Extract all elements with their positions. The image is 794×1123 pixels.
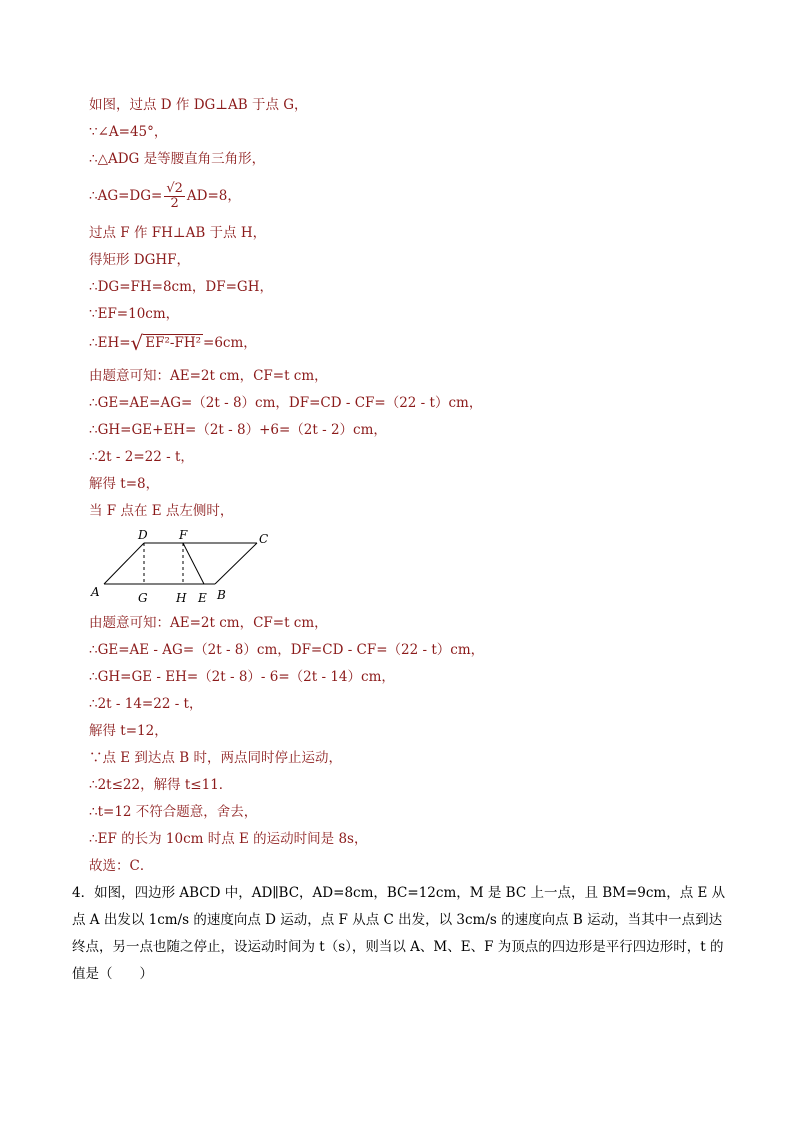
fraction-numerator: √2: [166, 181, 183, 196]
label-G: G: [138, 591, 148, 605]
solution-line-19: ∴2t - 14=22 - t，: [89, 696, 203, 712]
solution-line-12: ∴GH=GE+EH=（2t - 8）+6=（2t - 2）cm，: [89, 422, 387, 438]
solution-line-14: 解得 t=8，: [89, 476, 160, 492]
line-9-suffix: =6cm，: [203, 335, 257, 351]
solution-line-23: ∴t=12 不符合题意，舍去，: [89, 804, 258, 820]
parallelogram-figure: [85, 523, 290, 608]
radicand: EF²-FH²: [145, 335, 202, 351]
solution-line-11: ∴GE=AE=AG=（2t - 8）cm，DF=CD - CF=（22 - t）cm，: [89, 395, 483, 411]
segment-CB: [215, 543, 257, 584]
fraction-denominator: 2: [170, 196, 179, 211]
sqrt2-over-2-fraction: [164, 182, 185, 211]
label-H: H: [176, 591, 187, 605]
solution-line-16: 由题意可知：AE=2t cm，CF=t cm，: [89, 615, 328, 631]
label-D: D: [138, 528, 148, 542]
solution-line-17: ∴GE=AE - AG=（2t - 8）cm，DF=CD - CF=（22 - t）cm，: [89, 642, 485, 658]
solution-line-15: 当 F 点在 E 点左侧时，: [89, 503, 234, 519]
solution-line-9: [89, 331, 257, 355]
solution-line-6: 得矩形 DGHF，: [89, 252, 191, 268]
solution-line-8: ∵EF=10cm，: [89, 306, 180, 322]
solution-line-7: ∴DG=FH=8cm，DF=GH，: [89, 279, 273, 295]
sqrt-expression: [131, 331, 204, 355]
line-9-prefix: ∴EH=: [89, 335, 131, 351]
solution-line-20: 解得 t=12，: [89, 723, 168, 739]
solution-line-21: ∵点 E 到达点 B 时，两点同时停止运动，: [89, 750, 342, 766]
radical-sign-icon: √: [130, 331, 144, 355]
label-B: B: [217, 588, 226, 602]
solution-line-4: [89, 178, 241, 214]
solution-line-10: 由题意可知：AE=2t cm，CF=t cm，: [89, 368, 328, 384]
segment-AD: [104, 543, 144, 584]
solution-line-5: 过点 F 作 FH⊥AB 于点 H，: [89, 225, 267, 241]
solution-line-13: ∴2t - 2=22 - t，: [89, 449, 194, 465]
segment-FE: [183, 543, 204, 584]
line-4-prefix: ∴AG=DG=: [89, 188, 163, 204]
line-4-suffix: AD=8，: [186, 188, 241, 204]
label-C: C: [259, 532, 269, 546]
label-A: A: [91, 585, 100, 599]
label-F: F: [179, 528, 188, 542]
solution-line-24: ∴EF 的长为 10cm 时点 E 的运动时间是 8s，: [89, 831, 368, 847]
solution-line-2: ∵∠A=45°，: [89, 124, 168, 140]
solution-line-22: ∴2t≤22，解得 t≤11．: [89, 777, 233, 793]
solution-line-1: 如图，过点 D 作 DG⊥AB 于点 G，: [89, 97, 308, 113]
solution-line-3: ∴△ADG 是等腰直角三角形，: [89, 151, 266, 167]
label-E: E: [198, 591, 207, 605]
solution-line-18: ∴GH=GE - EH=（2t - 8）- 6=（2t - 14）cm，: [89, 669, 395, 685]
solution-line-25: 故选：C．: [89, 858, 154, 874]
question-4: 4．如图，四边形 ABCD 中，AD∥BC，AD=8cm，BC=12cm，M 是 BC 上一点，且 BM=9cm，点 E 从点 A 出发以 1cm/s 的速度向点 D 运动，点 F 从点 C 出发，以 3cm/s 的速度向点 B 运动，当其中一点到达终点，另一点也随之停止，设运动时间为 t（s），则当以 A、M、E、F 为顶点的四边形是平行四边形时，t 的值是（ ）: [72, 885, 726, 982]
